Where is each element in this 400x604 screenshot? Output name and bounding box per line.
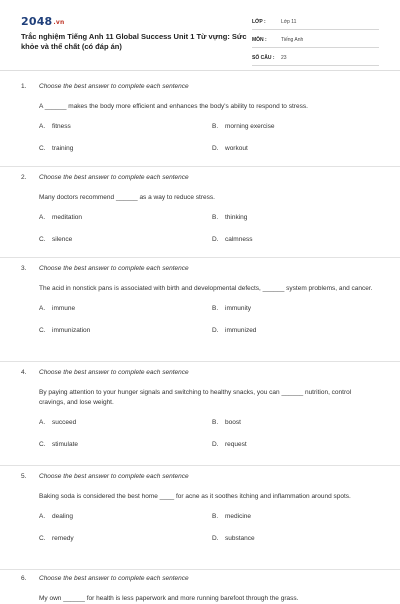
question-instruction: Choose the best answer to complete each sentence bbox=[39, 368, 189, 376]
option-letter: A. bbox=[39, 418, 46, 426]
question-stem: Many doctors recommend ______ as a way to reduce stress. bbox=[39, 194, 215, 201]
option-letter: A. bbox=[39, 512, 46, 520]
option-text: calmness bbox=[225, 235, 253, 243]
question-header bbox=[21, 263, 381, 273]
option-text: substance bbox=[225, 534, 255, 542]
meta-subject-row bbox=[252, 32, 379, 48]
option-b[interactable] bbox=[212, 213, 372, 221]
option-a[interactable] bbox=[39, 418, 212, 426]
meta-class-value: Lớp 11 bbox=[281, 18, 297, 25]
option-text: fitness bbox=[52, 122, 71, 130]
option-text: medicine bbox=[225, 512, 252, 520]
option-letter: C. bbox=[39, 440, 46, 448]
meta-class-row bbox=[252, 14, 379, 30]
option-letter: A. bbox=[39, 304, 46, 312]
meta-count-row bbox=[252, 50, 379, 66]
option-letter: C. bbox=[39, 235, 46, 243]
option-text: morning exercise bbox=[225, 122, 275, 130]
question-header bbox=[21, 471, 381, 481]
page-title: Trắc nghiệm Tiếng Anh 11 Global Success Unit 1 Từ vựng: Sức khỏe và thể chất (có đáp án) bbox=[21, 32, 247, 51]
option-a[interactable] bbox=[39, 304, 212, 312]
question-5 bbox=[21, 471, 381, 542]
question-stem: By paying attention to your hunger signals and switching to healthy snacks, you can ______ nutrition, control cravings, and lose weight. bbox=[39, 389, 352, 406]
answer-options bbox=[39, 213, 381, 243]
option-letter: B. bbox=[212, 512, 219, 520]
option-letter: B. bbox=[212, 304, 219, 312]
option-letter: D. bbox=[212, 534, 219, 542]
logo-text[interactable]: 2048 bbox=[21, 15, 53, 28]
question-header bbox=[21, 367, 381, 377]
question-header bbox=[21, 81, 381, 91]
option-letter: D. bbox=[212, 144, 219, 152]
question-2 bbox=[21, 172, 381, 243]
option-text: stimulate bbox=[52, 440, 79, 448]
question-4 bbox=[21, 367, 381, 448]
option-b[interactable] bbox=[212, 418, 372, 426]
answer-options bbox=[39, 418, 381, 448]
option-text: immunization bbox=[52, 326, 91, 334]
question-divider bbox=[0, 257, 400, 258]
option-text: thinking bbox=[225, 213, 248, 221]
option-text: request bbox=[225, 440, 247, 448]
option-letter: D. bbox=[212, 440, 219, 448]
option-letter: A. bbox=[39, 213, 46, 221]
question-number: 1. bbox=[21, 82, 27, 90]
option-b[interactable] bbox=[212, 122, 372, 130]
option-text: succeed bbox=[52, 418, 77, 426]
question-divider bbox=[0, 465, 400, 466]
question-instruction: Choose the best answer to complete each sentence bbox=[39, 574, 189, 582]
option-d[interactable] bbox=[212, 144, 372, 152]
option-text: dealing bbox=[52, 512, 73, 520]
option-letter: B. bbox=[212, 213, 219, 221]
question-divider bbox=[0, 166, 400, 167]
option-c[interactable] bbox=[39, 144, 212, 152]
option-text: training bbox=[52, 144, 74, 152]
answer-options bbox=[39, 122, 381, 152]
question-header bbox=[21, 172, 381, 182]
option-c[interactable] bbox=[39, 440, 212, 448]
question-stem: A ______ makes the body more efficient and enhances the body's ability to respond to stress. bbox=[39, 103, 308, 110]
meta-subject-value: Tiếng Anh bbox=[281, 36, 304, 43]
option-b[interactable] bbox=[212, 512, 372, 520]
option-c[interactable] bbox=[39, 534, 212, 542]
option-text: meditation bbox=[52, 213, 82, 221]
question-6 bbox=[21, 573, 381, 604]
question-number: 5. bbox=[21, 472, 27, 480]
question-number: 6. bbox=[21, 574, 27, 582]
option-d[interactable] bbox=[212, 235, 372, 243]
option-d[interactable] bbox=[212, 534, 372, 542]
option-letter: A. bbox=[39, 122, 46, 130]
quiz-meta bbox=[252, 14, 379, 68]
question-number: 2. bbox=[21, 173, 27, 181]
question-1 bbox=[21, 81, 381, 152]
option-letter: D. bbox=[212, 235, 219, 243]
meta-count-value: 23 bbox=[281, 54, 287, 61]
question-stem: My own ______ for health is less paperwork and more running barefoot through the grass. bbox=[39, 595, 299, 602]
meta-count-label: SỐ CÂU : bbox=[252, 54, 275, 61]
question-number: 3. bbox=[21, 264, 27, 272]
question-instruction: Choose the best answer to complete each sentence bbox=[39, 264, 189, 272]
option-letter: B. bbox=[212, 122, 219, 130]
question-instruction: Choose the best answer to complete each sentence bbox=[39, 472, 189, 480]
answer-options bbox=[39, 304, 381, 334]
question-3 bbox=[21, 263, 381, 334]
answer-options bbox=[39, 512, 381, 542]
option-text: remedy bbox=[52, 534, 74, 542]
option-letter: B. bbox=[212, 418, 219, 426]
option-a[interactable] bbox=[39, 122, 212, 130]
option-d[interactable] bbox=[212, 440, 372, 448]
question-divider bbox=[0, 569, 400, 570]
option-text: immunized bbox=[225, 326, 257, 334]
option-c[interactable] bbox=[39, 326, 212, 334]
question-divider bbox=[0, 361, 400, 362]
site-logo[interactable] bbox=[21, 15, 64, 28]
page-header bbox=[0, 0, 400, 71]
option-letter: C. bbox=[39, 534, 46, 542]
option-d[interactable] bbox=[212, 326, 372, 334]
option-letter: D. bbox=[212, 326, 219, 334]
logo-suffix: .vn bbox=[53, 19, 65, 26]
question-number: 4. bbox=[21, 368, 27, 376]
meta-subject-label: MÔN : bbox=[252, 36, 267, 43]
question-instruction: Choose the best answer to complete each sentence bbox=[39, 82, 189, 90]
option-text: immune bbox=[52, 304, 76, 312]
option-a[interactable] bbox=[39, 213, 212, 221]
question-stem: The acid in nonstick pans is associated with birth and developmental defects, ______ system problems, and cancer. bbox=[39, 285, 373, 292]
question-instruction: Choose the best answer to complete each sentence bbox=[39, 173, 189, 181]
option-text: boost bbox=[225, 418, 241, 426]
option-a[interactable] bbox=[39, 512, 212, 520]
option-c[interactable] bbox=[39, 235, 212, 243]
option-text: workout bbox=[225, 144, 248, 152]
option-b[interactable] bbox=[212, 304, 372, 312]
meta-class-label: LỚP : bbox=[252, 18, 266, 25]
option-letter: C. bbox=[39, 326, 46, 334]
option-letter: C. bbox=[39, 144, 46, 152]
option-text: immunity bbox=[225, 304, 252, 312]
question-stem: Baking soda is considered the best home ____ for acne as it soothes itching and inflammation around spots. bbox=[39, 493, 351, 500]
question-header bbox=[21, 573, 381, 583]
option-text: silence bbox=[52, 235, 73, 243]
